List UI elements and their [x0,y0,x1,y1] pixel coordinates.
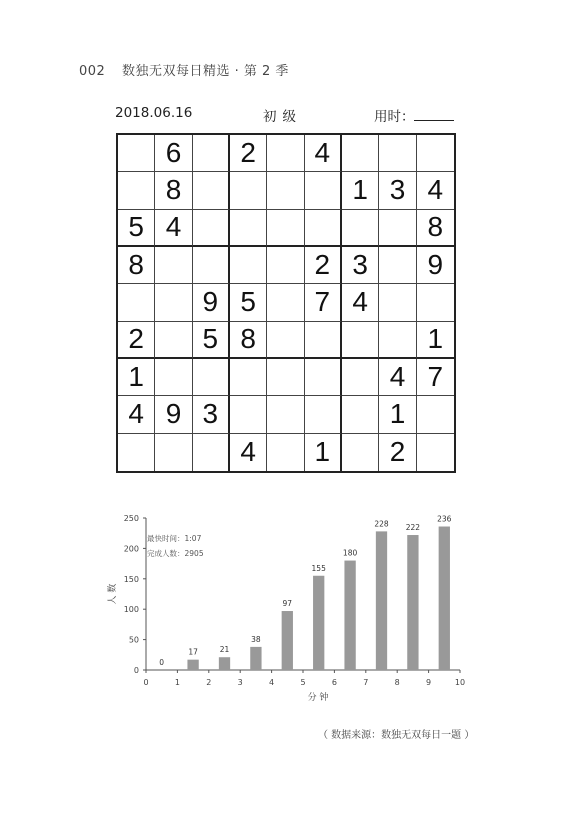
sudoku-cell: 9 [155,396,192,433]
x-tick-label: 10 [454,678,466,687]
bar [439,527,450,670]
x-tick-label: 7 [363,678,369,687]
sudoku-cell[interactable] [193,247,230,284]
sudoku-cell: 8 [230,322,267,359]
sudoku-cell[interactable] [193,135,230,172]
sudoku-cell: 8 [155,172,192,209]
sudoku-cell[interactable] [305,359,342,396]
y-tick-label: 250 [123,514,139,523]
x-tick-label: 1 [174,678,180,687]
sudoku-cell: 8 [118,247,155,284]
sudoku-cell: 2 [230,135,267,172]
sudoku-cell: 4 [155,210,192,247]
bar-value-label: 17 [188,647,198,657]
sudoku-cell: 9 [193,284,230,321]
sudoku-cell: 6 [155,135,192,172]
x-tick-label: 4 [269,678,275,687]
sudoku-cell[interactable] [267,284,304,321]
puzzle-date: 2018.06.16 [115,105,193,121]
sudoku-cell: 4 [305,135,342,172]
sudoku-cell: 4 [417,172,454,209]
sudoku-cell[interactable] [230,172,267,209]
sudoku-cell: 5 [118,210,155,247]
bar-value-label: 222 [405,523,421,533]
page-header [79,60,289,79]
y-tick-label: 150 [123,574,139,584]
bar [344,561,355,670]
sudoku-cell: 3 [342,247,379,284]
sudoku-cell[interactable] [267,322,304,359]
sudoku-grid [116,133,456,473]
sudoku-cell[interactable] [267,172,304,209]
sudoku-cell[interactable] [417,396,454,433]
sudoku-cell[interactable] [379,210,416,247]
sudoku-cell[interactable] [417,135,454,172]
sudoku-cell[interactable] [305,210,342,247]
bar-value-label: 38 [251,634,261,644]
y-tick-label: 200 [123,544,139,554]
time-label: 用时： [374,109,415,125]
bar [313,576,324,670]
bar [250,647,261,670]
bar [282,611,293,670]
sudoku-cell[interactable] [230,359,267,396]
x-tick-label: 2 [206,678,212,687]
bar [187,660,198,670]
sudoku-cell: 7 [417,359,454,396]
sudoku-cell[interactable] [230,396,267,433]
book-title: 数独无双每日精选 · 第 2 季 [121,64,289,79]
sudoku-cell[interactable] [267,135,304,172]
sudoku-cell[interactable] [230,210,267,247]
sudoku-cell[interactable] [342,359,379,396]
fastest-time-annotation: 最快时间：1:07 [147,534,202,543]
sudoku-cell: 2 [379,434,416,471]
sudoku-cell: 3 [193,396,230,433]
bar-value-label: 21 [219,645,230,655]
sudoku-cell[interactable] [118,434,155,471]
completion-time-chart [100,505,480,705]
sudoku-cell: 9 [417,247,454,284]
bar-value-label: 236 [437,514,452,524]
sudoku-cell: 1 [118,359,155,396]
sudoku-cell[interactable] [155,322,192,359]
sudoku-cell[interactable] [342,396,379,433]
x-tick-label: 9 [426,678,432,687]
sudoku-cell[interactable] [155,359,192,396]
sudoku-cell: 2 [305,247,342,284]
time-blank-line [414,120,454,121]
sudoku-cell[interactable] [417,434,454,471]
x-axis-title: 分 钟 [307,693,329,703]
sudoku-cell[interactable] [379,135,416,172]
x-tick-label: 8 [394,678,400,687]
bar [407,535,418,670]
sudoku-cell: 8 [417,210,454,247]
sudoku-cell: 1 [305,434,342,471]
y-tick-label: 0 [133,666,139,675]
sudoku-cell: 4 [342,284,379,321]
sudoku-cell[interactable] [267,396,304,433]
sudoku-cell[interactable] [379,322,416,359]
puzzle-level: 初级 [263,109,302,125]
sudoku-cell: 3 [379,172,416,209]
sudoku-cell[interactable] [342,434,379,471]
bar-value-label: 155 [311,563,326,573]
sudoku-cell: 1 [417,322,454,359]
sudoku-cell[interactable] [267,247,304,284]
x-tick-label: 0 [143,678,149,687]
bar [219,657,230,670]
bar [376,531,387,670]
sudoku-cell[interactable] [305,322,342,359]
y-tick-label: 100 [123,605,139,615]
x-tick-label: 3 [237,678,243,687]
sudoku-cell: 1 [342,172,379,209]
sudoku-cell: 5 [230,284,267,321]
bar-value-label: 0 [159,658,165,667]
sudoku-cell[interactable] [155,284,192,321]
sudoku-cell[interactable] [267,359,304,396]
sudoku-cell[interactable] [193,359,230,396]
completion-count-annotation: 完成人数：2905 [147,549,204,558]
sudoku-cell: 4 [379,359,416,396]
sudoku-cell[interactable] [379,247,416,284]
sudoku-cell[interactable] [230,247,267,284]
sudoku-cell: 2 [118,322,155,359]
sudoku-cell[interactable] [193,210,230,247]
sudoku-cell[interactable] [305,172,342,209]
sudoku-cell[interactable] [267,210,304,247]
sudoku-cell[interactable] [342,135,379,172]
y-tick-label: 50 [128,635,139,645]
sudoku-cell: 5 [193,322,230,359]
sudoku-cell[interactable] [342,210,379,247]
sudoku-cell[interactable] [193,434,230,471]
data-source-note: （ 数据来源：数独无双每日一题 ） [318,730,475,741]
sudoku-cell[interactable] [342,322,379,359]
page-number: 002 [79,64,106,79]
bar-value-label: 180 [342,548,358,558]
sudoku-cell[interactable] [379,284,416,321]
sudoku-cell[interactable] [118,135,155,172]
sudoku-cell: 4 [118,396,155,433]
x-tick-label: 5 [300,678,306,687]
sudoku-cell: 7 [305,284,342,321]
sudoku-cell: 1 [379,396,416,433]
sudoku-cell[interactable] [155,434,192,471]
sudoku-cell[interactable] [305,396,342,433]
y-axis-title: 人 数 [108,583,118,605]
bar-value-label: 97 [282,599,293,609]
sudoku-cell: 4 [230,434,267,471]
sudoku-cell[interactable] [118,172,155,209]
sudoku-cell[interactable] [118,284,155,321]
sudoku-cell[interactable] [155,247,192,284]
sudoku-cell[interactable] [417,284,454,321]
sudoku-cell[interactable] [193,172,230,209]
x-tick-label: 6 [331,678,337,687]
sudoku-cell[interactable] [267,434,304,471]
bar-value-label: 228 [374,519,389,529]
